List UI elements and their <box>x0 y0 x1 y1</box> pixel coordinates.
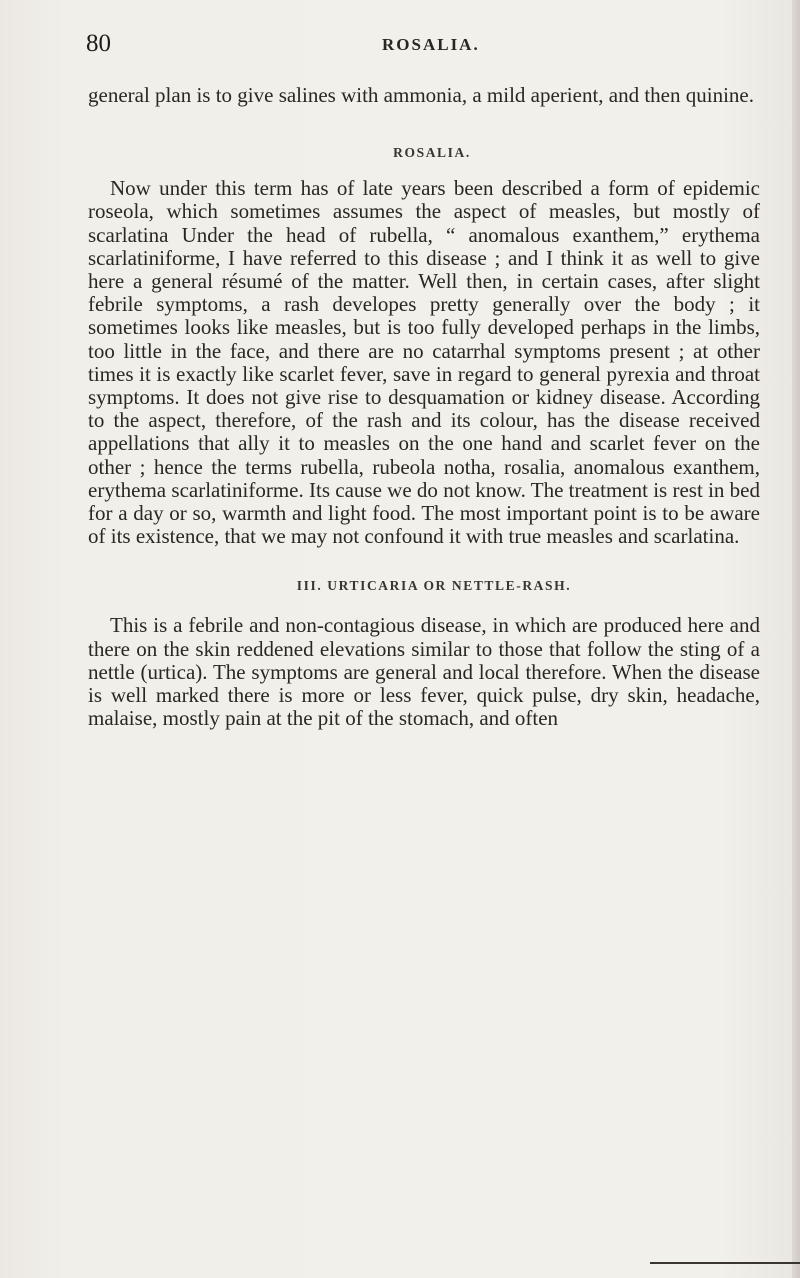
page-number: 80 <box>86 30 111 57</box>
page-body <box>88 84 760 730</box>
paragraph-urticaria: This is a febrile and non-contagious disease, in which are produced here and there on the skin reddened elevations similar to those that follow the sting of a nettle (urtica). The symptoms are general and local therefore. When the disease is well marked there is more or less fever, quick pulse, dry skin, headache, malaise, mostly pain at the pit of the stomach, and often <box>88 613 760 731</box>
page-edge-shadow <box>792 0 800 1278</box>
page-bottom-rule <box>650 1262 800 1264</box>
running-head: ROSALIA. <box>382 35 480 54</box>
page-header <box>86 30 758 60</box>
paragraph-rosalia: Now under this term has of late years been described a form of epidemic roseola, which sometimes assumes the aspect of measles, but mostly of scarlatina Under the head of rubella, “ anomalous exanthem,” erythema scarlatiniforme, I have referred to this disease ; and I think it as well to give here a general résumé of the matter. Well then, in certain cases, after slight febrile symptoms, a rash developes pretty generally over the body ; it sometimes looks like measles, but is too fully developed perhaps in the limbs, too little in the face, and there are no catarrhal symptoms present ; at other times it is exactly like scarlet fever, save in regard to general pyrexia and throat symptoms. It does not give rise to desquamation or kidney disease. According to the aspect, therefore, of the rash and its colour, has the disease received appellations that ally it to measles on the one hand and scarlet fever on the other ; hence the terms rubella, rubeola notha, rosalia, anomalous exanthem, erythema scarlatiniforme. Its cause we do not know. The treatment is rest in bed for a day or so, warmth and light food. The most important point is to be aware of its existence, that we may not confound it with true measles and scarlatina. <box>88 176 760 549</box>
section-heading-urticaria: III. URTICARIA OR NETTLE-RASH. <box>296 578 572 594</box>
section-heading-rosalia: ROSALIA. <box>393 145 471 161</box>
paragraph-continuation: general plan is to give salines with ammonia, a mild aperient, and then quinine. <box>88 83 754 107</box>
